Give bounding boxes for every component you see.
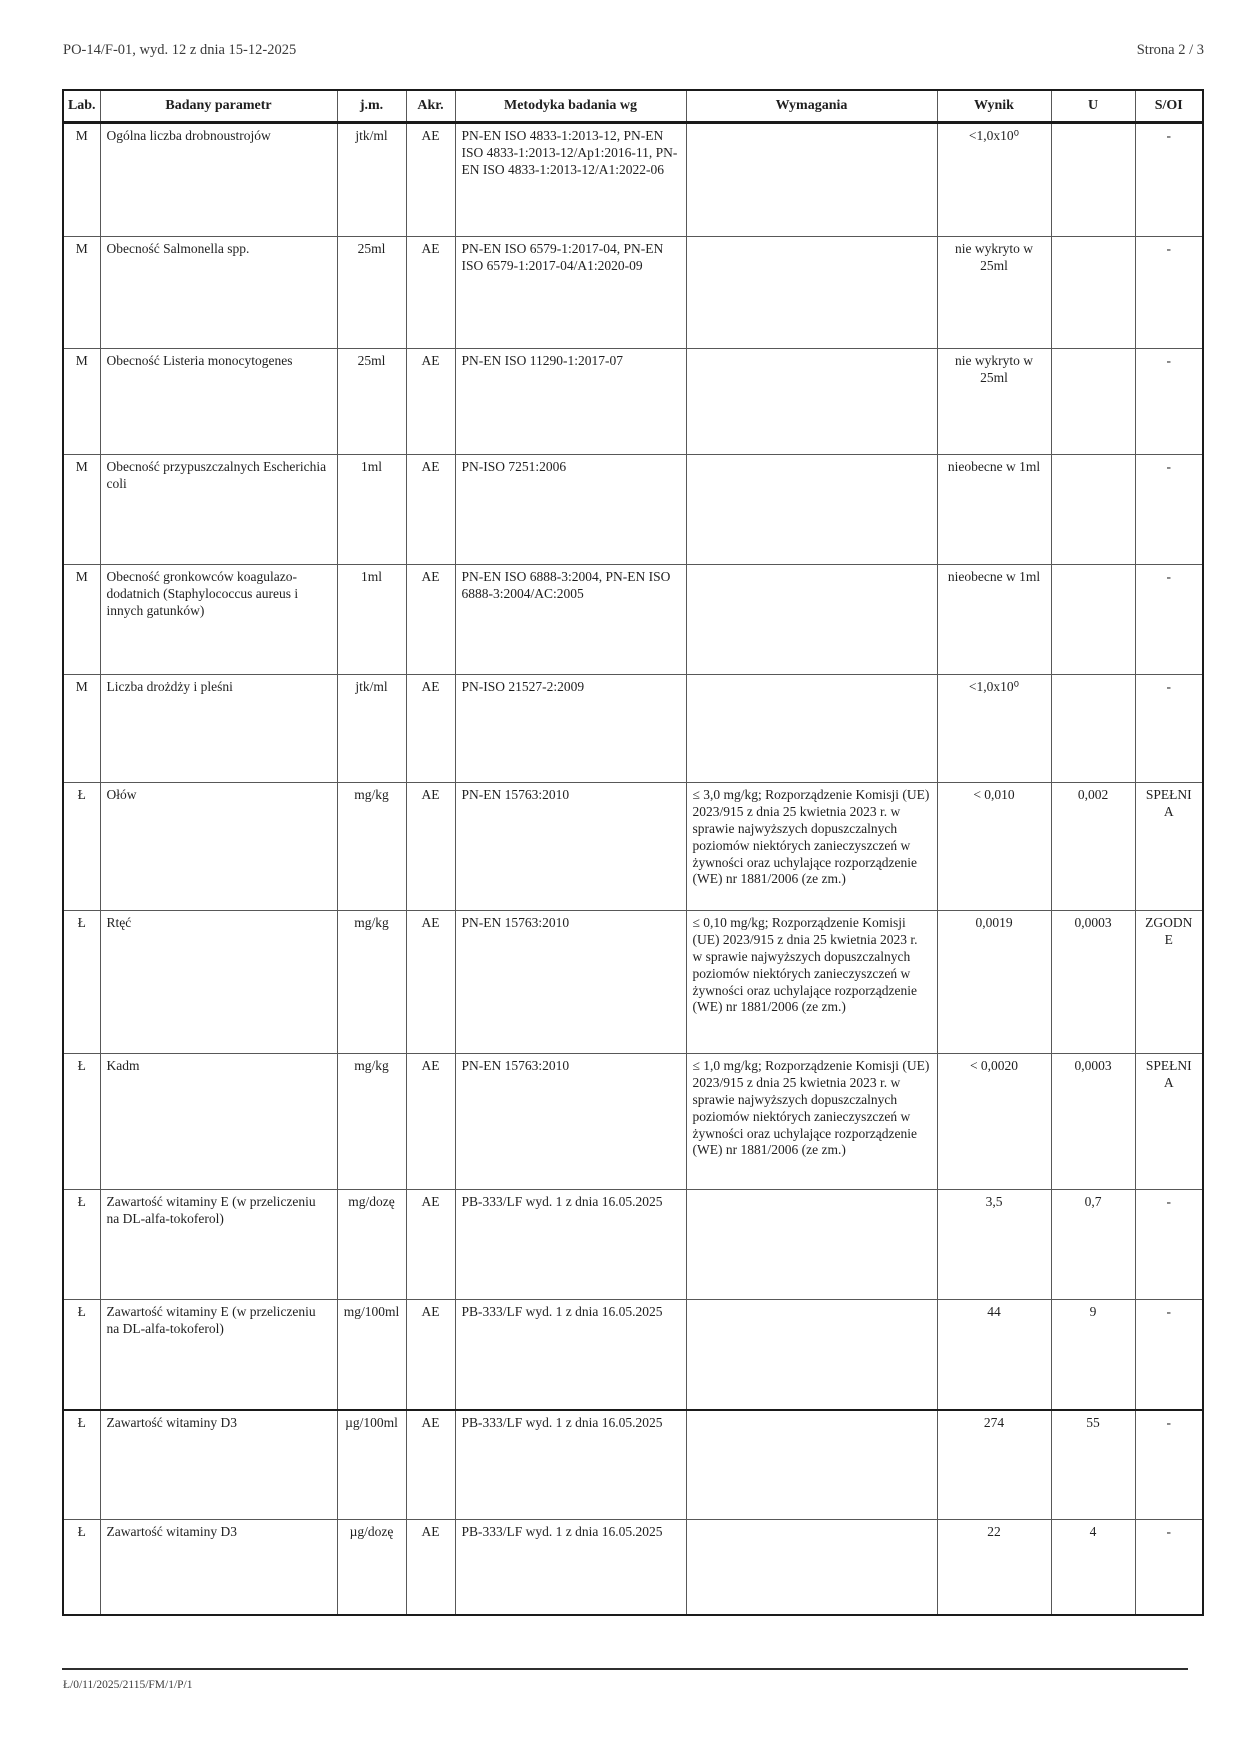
cell-result: 274	[937, 1410, 1051, 1520]
cell-param: Obecność Listeria monocytogenes	[100, 349, 337, 455]
cell-lab: Ł	[63, 783, 100, 911]
cell-unit: mg/dozę	[337, 1190, 406, 1300]
column-header-requirements: Wymagania	[686, 90, 937, 123]
document-id: PO-14/F-01, wyd. 12 z dnia 15-12-2025	[63, 42, 297, 58]
table-row	[63, 1190, 1203, 1300]
cell-accreditation: AE	[406, 1520, 455, 1615]
cell-requirements	[686, 1410, 937, 1520]
cell-unit: mg/100ml	[337, 1300, 406, 1410]
cell-uncertainty: 9	[1051, 1300, 1135, 1410]
cell-soi: -	[1135, 1190, 1203, 1300]
cell-requirements	[686, 123, 937, 237]
cell-param: Obecność gronkowców koagulazo-dodatnich (Staphylococcus aureus i innych gatunków)	[100, 565, 337, 675]
cell-param: Rtęć	[100, 911, 337, 1054]
cell-result: nie wykryto w 25ml	[937, 237, 1051, 349]
cell-result: < 0,0020	[937, 1054, 1051, 1190]
cell-result: 0,0019	[937, 911, 1051, 1054]
table-header-row	[63, 90, 1203, 123]
cell-requirements	[686, 1190, 937, 1300]
cell-lab: Ł	[63, 1410, 100, 1520]
cell-requirements: ≤ 1,0 mg/kg; Rozporządzenie Komisji (UE) 2023/915 z dnia 25 kwietnia 2023 r. w sprawie najwyższych dopuszczalnych poziomów niektórych zanieczyszczeń w żywności oraz uchylające rozporządzenie (WE) nr 1881/2006 (ze zm.)	[686, 1054, 937, 1190]
cell-soi: -	[1135, 349, 1203, 455]
column-header-result: Wynik	[937, 90, 1051, 123]
cell-unit: mg/kg	[337, 783, 406, 911]
cell-uncertainty: 0,7	[1051, 1190, 1135, 1300]
cell-unit: 25ml	[337, 237, 406, 349]
page-header	[63, 42, 1204, 59]
cell-method: PN-ISO 7251:2006	[455, 455, 686, 565]
table-header	[63, 90, 1203, 123]
table-row	[63, 1054, 1203, 1190]
cell-lab: M	[63, 565, 100, 675]
cell-lab: Ł	[63, 911, 100, 1054]
cell-unit: 25ml	[337, 349, 406, 455]
cell-param: Ołów	[100, 783, 337, 911]
table-row	[63, 911, 1203, 1054]
table-row	[63, 1520, 1203, 1615]
footer-divider	[62, 1668, 1188, 1670]
table-row	[63, 675, 1203, 783]
cell-result: 22	[937, 1520, 1051, 1615]
cell-uncertainty	[1051, 675, 1135, 783]
cell-lab: M	[63, 455, 100, 565]
cell-requirements	[686, 237, 937, 349]
cell-uncertainty	[1051, 349, 1135, 455]
cell-lab: M	[63, 123, 100, 237]
cell-method: PN-ISO 21527-2:2009	[455, 675, 686, 783]
cell-lab: M	[63, 237, 100, 349]
cell-accreditation: AE	[406, 123, 455, 237]
cell-uncertainty: 0,0003	[1051, 911, 1135, 1054]
cell-accreditation: AE	[406, 1300, 455, 1410]
column-header-soi: S/OI	[1135, 90, 1203, 123]
cell-requirements	[686, 455, 937, 565]
cell-unit: µg/100ml	[337, 1410, 406, 1520]
cell-accreditation: AE	[406, 675, 455, 783]
footer-reference: Ł/0/11/2025/2115/FM/1/P/1	[63, 1679, 193, 1691]
cell-lab: Ł	[63, 1520, 100, 1615]
cell-lab: M	[63, 349, 100, 455]
cell-result: <1,0x10⁰	[937, 123, 1051, 237]
cell-method: PN-EN 15763:2010	[455, 911, 686, 1054]
cell-method: PB-333/LF wyd. 1 z dnia 16.05.2025	[455, 1520, 686, 1615]
cell-param: Zawartość witaminy E (w przeliczeniu na DL-alfa-tokoferol)	[100, 1300, 337, 1410]
cell-uncertainty	[1051, 123, 1135, 237]
table-row	[63, 349, 1203, 455]
cell-accreditation: AE	[406, 237, 455, 349]
cell-requirements	[686, 675, 937, 783]
cell-result: 3,5	[937, 1190, 1051, 1300]
cell-soi: -	[1135, 455, 1203, 565]
cell-result: nie wykryto w 25ml	[937, 349, 1051, 455]
cell-param: Zawartość witaminy D3	[100, 1520, 337, 1615]
cell-accreditation: AE	[406, 565, 455, 675]
cell-result: nieobecne w 1ml	[937, 455, 1051, 565]
cell-lab: M	[63, 675, 100, 783]
table-row	[63, 123, 1203, 237]
cell-soi: -	[1135, 675, 1203, 783]
cell-param: Obecność Salmonella spp.	[100, 237, 337, 349]
cell-accreditation: AE	[406, 1054, 455, 1190]
cell-lab: Ł	[63, 1190, 100, 1300]
cell-uncertainty: 0,0003	[1051, 1054, 1135, 1190]
cell-accreditation: AE	[406, 349, 455, 455]
cell-accreditation: AE	[406, 783, 455, 911]
cell-method: PN-EN ISO 6888-3:2004, PN-EN ISO 6888-3:2004/AC:2005	[455, 565, 686, 675]
cell-accreditation: AE	[406, 911, 455, 1054]
cell-accreditation: AE	[406, 455, 455, 565]
cell-accreditation: AE	[406, 1190, 455, 1300]
cell-method: PN-EN ISO 4833-1:2013-12, PN-EN ISO 4833-1:2013-12/Ap1:2016-11, PN-EN ISO 4833-1:2013-12/A1:2022-06	[455, 123, 686, 237]
cell-uncertainty	[1051, 455, 1135, 565]
cell-param: Zawartość witaminy D3	[100, 1410, 337, 1520]
cell-result: nieobecne w 1ml	[937, 565, 1051, 675]
cell-param: Zawartość witaminy E (w przeliczeniu na DL-alfa-tokoferol)	[100, 1190, 337, 1300]
cell-uncertainty: 0,002	[1051, 783, 1135, 911]
cell-accreditation: AE	[406, 1410, 455, 1520]
column-header-param: Badany parametr	[100, 90, 337, 123]
cell-method: PB-333/LF wyd. 1 z dnia 16.05.2025	[455, 1300, 686, 1410]
cell-requirements	[686, 1300, 937, 1410]
cell-soi: SPEŁNIA	[1135, 1054, 1203, 1190]
cell-soi: -	[1135, 1410, 1203, 1520]
cell-param: Kadm	[100, 1054, 337, 1190]
cell-unit: 1ml	[337, 455, 406, 565]
column-header-unit: j.m.	[337, 90, 406, 123]
cell-uncertainty: 55	[1051, 1410, 1135, 1520]
cell-soi: -	[1135, 237, 1203, 349]
cell-soi: SPEŁNIA	[1135, 783, 1203, 911]
cell-method: PB-333/LF wyd. 1 z dnia 16.05.2025	[455, 1190, 686, 1300]
cell-param: Obecność przypuszczalnych Escherichia coli	[100, 455, 337, 565]
cell-unit: jtk/ml	[337, 123, 406, 237]
cell-requirements	[686, 565, 937, 675]
table-row	[63, 1410, 1203, 1520]
cell-param: Liczba drożdży i pleśni	[100, 675, 337, 783]
cell-uncertainty	[1051, 565, 1135, 675]
column-header-uncertainty: U	[1051, 90, 1135, 123]
cell-lab: Ł	[63, 1054, 100, 1190]
table-row	[63, 237, 1203, 349]
cell-result: 44	[937, 1300, 1051, 1410]
page-number: Strona 2 / 3	[1136, 42, 1204, 58]
column-header-accreditation: Akr.	[406, 90, 455, 123]
cell-soi: ZGODNE	[1135, 911, 1203, 1054]
cell-uncertainty	[1051, 237, 1135, 349]
table-row	[63, 1300, 1203, 1410]
table-row	[63, 565, 1203, 675]
cell-requirements: ≤ 3,0 mg/kg; Rozporządzenie Komisji (UE) 2023/915 z dnia 25 kwietnia 2023 r. w sprawie najwyższych dopuszczalnych poziomów niektórych zanieczyszczeń w żywności oraz uchylające rozporządzenie (WE) nr 1881/2006 (ze zm.)	[686, 783, 937, 911]
cell-requirements	[686, 349, 937, 455]
cell-method: PN-EN ISO 11290-1:2017-07	[455, 349, 686, 455]
table-row	[63, 455, 1203, 565]
cell-unit: µg/dozę	[337, 1520, 406, 1615]
cell-uncertainty: 4	[1051, 1520, 1135, 1615]
cell-unit: jtk/ml	[337, 675, 406, 783]
column-header-lab: Lab.	[63, 90, 100, 123]
cell-param: Ogólna liczba drobnoustrojów	[100, 123, 337, 237]
cell-unit: mg/kg	[337, 911, 406, 1054]
cell-method: PN-EN ISO 6579-1:2017-04, PN-EN ISO 6579-1:2017-04/A1:2020-09	[455, 237, 686, 349]
table-row	[63, 783, 1203, 911]
cell-soi: -	[1135, 1300, 1203, 1410]
table-body	[63, 123, 1203, 1615]
cell-result: <1,0x10⁰	[937, 675, 1051, 783]
cell-method: PB-333/LF wyd. 1 z dnia 16.05.2025	[455, 1410, 686, 1520]
cell-unit: mg/kg	[337, 1054, 406, 1190]
cell-result: < 0,010	[937, 783, 1051, 911]
column-header-method: Metodyka badania wg	[455, 90, 686, 123]
cell-requirements	[686, 1520, 937, 1615]
cell-soi: -	[1135, 123, 1203, 237]
cell-soi: -	[1135, 1520, 1203, 1615]
cell-method: PN-EN 15763:2010	[455, 783, 686, 911]
cell-lab: Ł	[63, 1300, 100, 1410]
results-table	[62, 89, 1204, 1616]
cell-soi: -	[1135, 565, 1203, 675]
cell-requirements: ≤ 0,10 mg/kg; Rozporządzenie Komisji (UE) 2023/915 z dnia 25 kwietnia 2023 r. w sprawie najwyższych dopuszczalnych poziomów niektórych zanieczyszczeń w żywności oraz uchylające rozporządzenie (WE) nr 1881/2006 (ze zm.)	[686, 911, 937, 1054]
cell-unit: 1ml	[337, 565, 406, 675]
cell-method: PN-EN 15763:2010	[455, 1054, 686, 1190]
